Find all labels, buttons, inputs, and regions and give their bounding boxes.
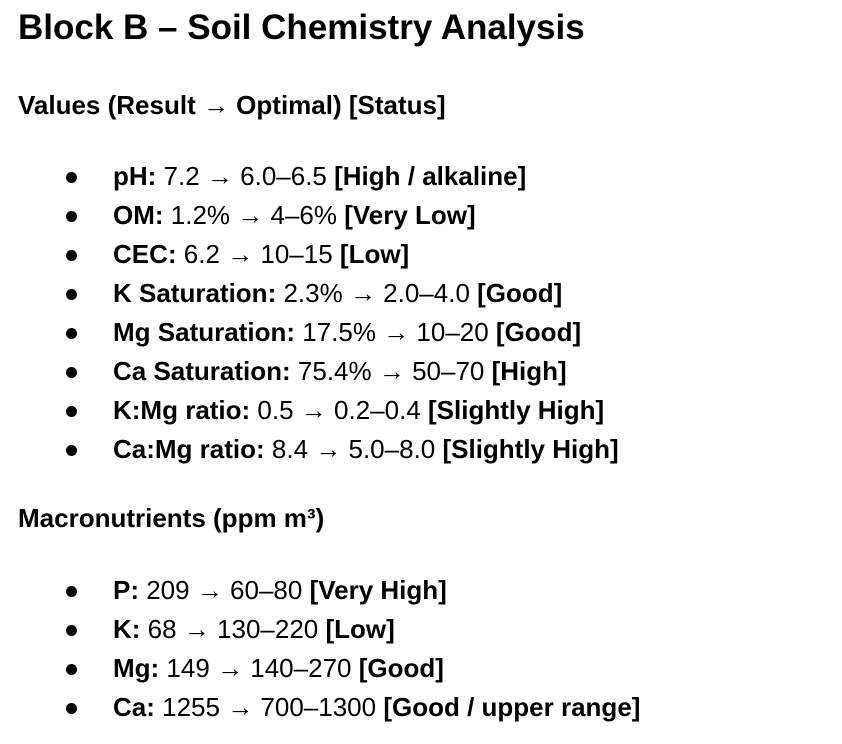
- macronutrients-section-heading: Macronutrients (ppm m³): [18, 503, 325, 533]
- list-item-text: [113, 688, 640, 727]
- item-value: 2.3% → 2.0–4.0: [276, 278, 478, 308]
- bullet-icon: [66, 586, 77, 597]
- list-item-text: [113, 571, 447, 610]
- item-value: 17.5% → 10–20: [295, 317, 496, 347]
- bullet-icon: [66, 625, 77, 636]
- item-value: 8.4 → 5.0–8.0: [264, 434, 443, 464]
- item-label: Ca:: [113, 692, 155, 722]
- item-status: [Very High]: [309, 575, 447, 605]
- item-value: 1.2% → 4–6%: [163, 200, 345, 230]
- list-item-text: [113, 274, 562, 313]
- item-label: Mg Saturation:: [113, 317, 295, 347]
- list-item-text: [113, 391, 604, 430]
- item-label: CEC:: [113, 239, 177, 269]
- item-status: [Slightly High]: [442, 434, 619, 464]
- item-status: [Very Low]: [344, 200, 476, 230]
- item-label: K:: [113, 614, 141, 644]
- item-label: Ca Saturation:: [113, 356, 291, 386]
- list-item-text: [113, 352, 567, 391]
- item-value: 68 → 130–220: [140, 614, 326, 644]
- item-status: [Good]: [358, 653, 444, 683]
- item-status: [Good]: [477, 278, 563, 308]
- item-status: [High / alkaline]: [334, 161, 527, 191]
- list-item-text: [113, 610, 395, 649]
- item-value: 209 → 60–80: [139, 575, 310, 605]
- item-status: [Low]: [325, 614, 395, 644]
- bullet-icon: [66, 250, 77, 261]
- item-label: Ca:Mg ratio:: [113, 434, 265, 464]
- list-item-text: [113, 157, 526, 196]
- page-title: Block B – Soil Chemistry Analysis: [18, 8, 585, 47]
- item-label: Mg:: [113, 653, 160, 683]
- item-status: [Good / upper range]: [383, 692, 641, 722]
- bullet-icon: [66, 367, 77, 378]
- bullet-icon: [66, 289, 77, 300]
- bullet-icon: [66, 445, 77, 456]
- bullet-icon: [66, 664, 77, 675]
- list-item-text: [113, 196, 476, 235]
- list-item-text: [113, 235, 409, 274]
- bullet-icon: [66, 406, 77, 417]
- item-value: 6.2 → 10–15: [176, 239, 340, 269]
- list-item-text: [113, 649, 444, 688]
- item-value: 149 → 140–270: [159, 653, 359, 683]
- list-item-text: [113, 313, 581, 352]
- item-status: [Slightly High]: [428, 395, 605, 425]
- bullet-icon: [66, 211, 77, 222]
- item-label: P:: [113, 575, 139, 605]
- bullet-icon: [66, 172, 77, 183]
- item-value: 0.5 → 0.2–0.4: [250, 395, 428, 425]
- values-section-heading: Values (Result → Optimal) [Status]: [18, 90, 446, 120]
- item-value: 1255 → 700–1300: [154, 692, 384, 722]
- item-status: [High]: [491, 356, 567, 386]
- item-label: pH:: [113, 161, 157, 191]
- bullet-icon: [66, 328, 77, 339]
- item-value: 7.2 → 6.0–6.5: [156, 161, 335, 191]
- list-item-text: [113, 430, 619, 469]
- item-status: [Low]: [339, 239, 410, 269]
- item-status: [Good]: [495, 317, 582, 347]
- item-label: K Saturation:: [113, 278, 277, 308]
- item-label: OM:: [113, 200, 164, 230]
- bullet-icon: [66, 703, 77, 714]
- item-label: K:Mg ratio:: [113, 395, 251, 425]
- item-value: 75.4% → 50–70: [290, 356, 492, 386]
